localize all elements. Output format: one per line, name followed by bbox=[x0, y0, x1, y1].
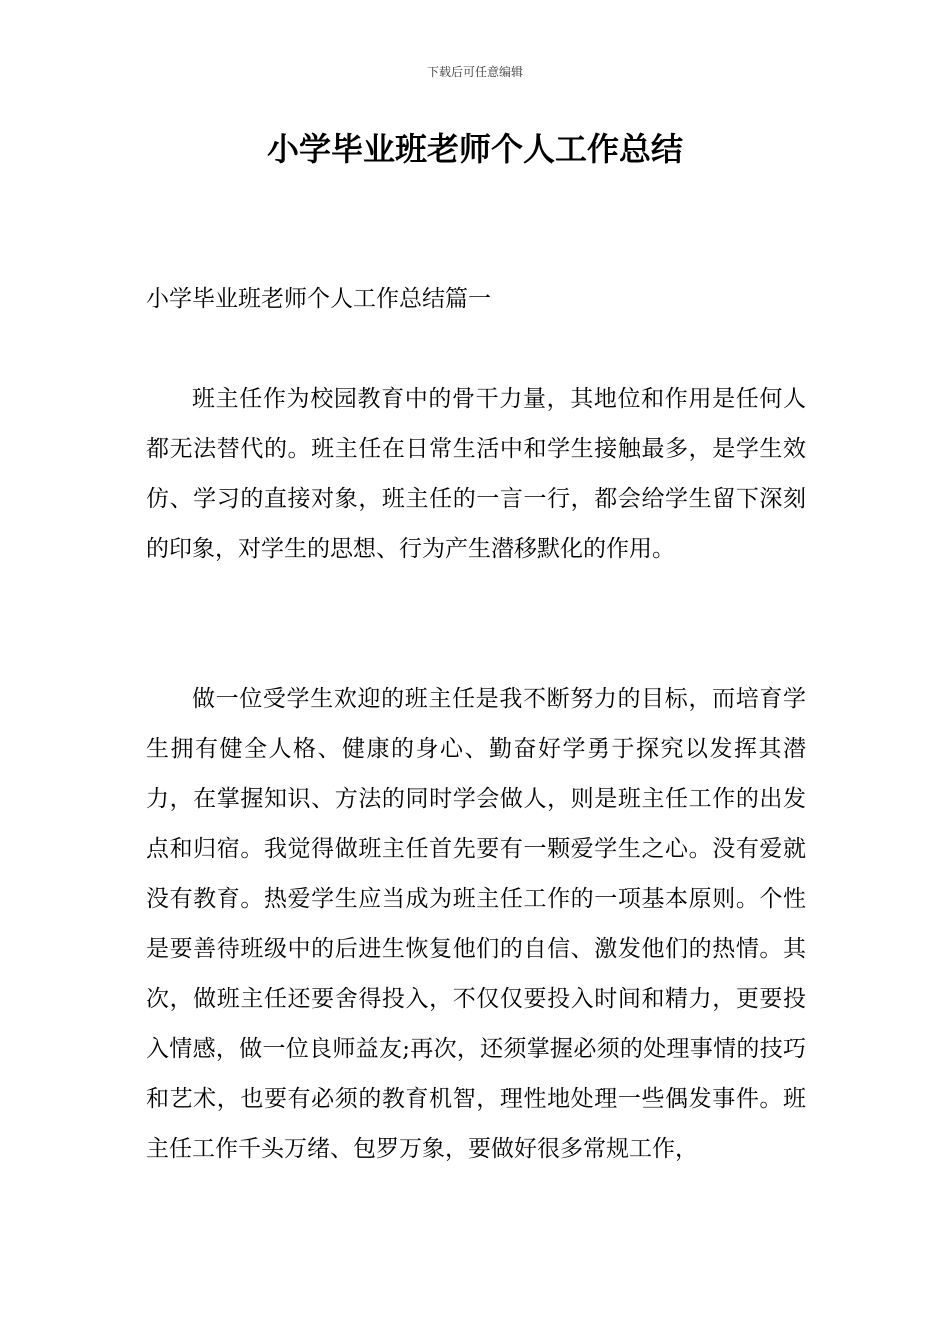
section-title: 小学毕业班老师个人工作总结篇一 bbox=[146, 286, 491, 312]
document-title: 小学毕业班老师个人工作总结 bbox=[266, 130, 683, 168]
header-note: 下载后可任意编辑 bbox=[426, 65, 523, 79]
body-paragraph-1: 班主任作为校园教育中的骨干力量，其地位和作用是任何人都无法替代的。班主任在日常生活中和学生接触最多，是学生效仿、学习的直接对象，班主任的一言一行，都会给学生留下深刻的印象，对学生的思想、行为产生潜移默化的作用。 bbox=[146, 386, 806, 562]
body-paragraph-2: 做一位受学生欢迎的班主任是我不断努力的目标，而培育学生拥有健全人格、健康的身心、勤奋好学勇于探究以发挥其潜力，在掌握知识、方法的同时学会做人，则是班主任工作的出发点和归宿。我觉得做班主任首先要有一颗爱学生之心。没有爱就没有教育。热爱学生应当成为班主任工作的一项基本原则。个性是要善待班级中的后进生恢复他们的自信、激发他们的热情。其次，做班主任还要舍得投入，不仅仅要投入时间和精力，更要投入情感，做一位良师益友;再次，还须掌握必须的处理事情的技巧和艺术，也要有必须的教育机智，理性地处理一些偶发事件。班主任工作千头万绪、包罗万象，要做好很多常规工作， bbox=[146, 686, 806, 1162]
